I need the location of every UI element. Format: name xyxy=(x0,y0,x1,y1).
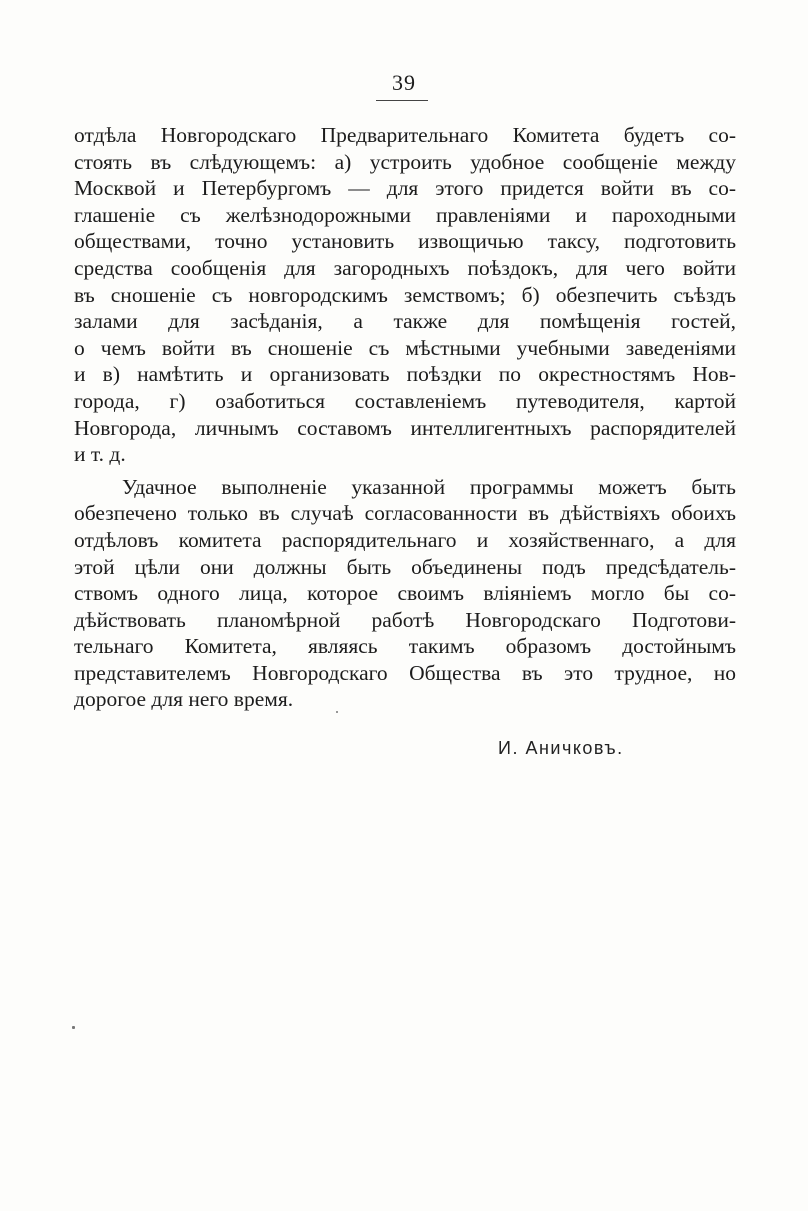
text-line: въ сношеніе съ новгородскимъ земствомъ; б) обезпечить съѣздъ xyxy=(74,282,736,307)
paragraph-2 xyxy=(74,474,736,713)
text-line: Новгорода, личнымъ составомъ интеллигентныхъ распорядителей xyxy=(74,415,736,440)
text-line: отдѣловъ комитета распорядительнаго и хозяйственнаго, а для xyxy=(74,527,736,552)
text-line: ствомъ одного лица, которое своимъ вліяніемъ могло бы со- xyxy=(74,581,736,606)
text-line: Удачное выполненіе указанной программы можетъ быть xyxy=(122,474,736,499)
text-line: тельнаго Комитета, являясь такимъ образомъ достойнымъ xyxy=(74,634,736,659)
paragraph-1 xyxy=(74,122,736,468)
text-line: обезпечено только въ случаѣ согласованности въ дѣйствіяхъ обоихъ xyxy=(74,501,736,526)
text-line: и т. д. xyxy=(74,442,126,467)
text-line: глашеніе съ желѣзнодорожными правленіями и пароходными xyxy=(74,202,736,227)
text-line: представителемъ Новгородскаго Общества въ это трудное, но xyxy=(74,660,736,685)
paper-speck xyxy=(72,1026,75,1029)
text-line: этой цѣли они должны быть объединены подъ предсѣдатель- xyxy=(74,554,736,579)
text-line: города, г) озаботиться составленіемъ путеводителя, картой xyxy=(74,388,736,413)
text-line: средства сообщенія для загородныхъ поѣздокъ, для чего войти xyxy=(74,255,736,280)
paper-speck xyxy=(336,711,338,713)
text-line: дорогое для него время. xyxy=(74,687,294,712)
text-line: залами для засѣданія, а также для помѣщенія гостей, xyxy=(74,309,736,334)
text-line: и в) намѣтить и организовать поѣздки по окрестностямъ Нов- xyxy=(74,362,736,387)
text-line: обществами, точно установить извощичью таксу, подготовить xyxy=(74,229,736,254)
text-line: Москвой и Петербургомъ — для этого придется войти въ со- xyxy=(74,176,736,201)
text-line: дѣйствовать планомѣрной работѣ Новгородскаго Подготови- xyxy=(74,607,736,632)
author-signature: И. Аничковъ. xyxy=(498,738,624,758)
text-line: стоять въ слѣдующемъ: а) устроить удобное сообщеніе между xyxy=(74,149,736,174)
text-line: о чемъ войти въ сношеніе съ мѣстными учебными заведеніями xyxy=(74,335,736,360)
text-line: отдѣла Новгородскаго Предварительнаго Комитета будетъ со- xyxy=(74,123,736,147)
page-number: 39 xyxy=(392,70,416,95)
page-number-underline xyxy=(376,100,428,101)
body-text xyxy=(74,122,736,713)
